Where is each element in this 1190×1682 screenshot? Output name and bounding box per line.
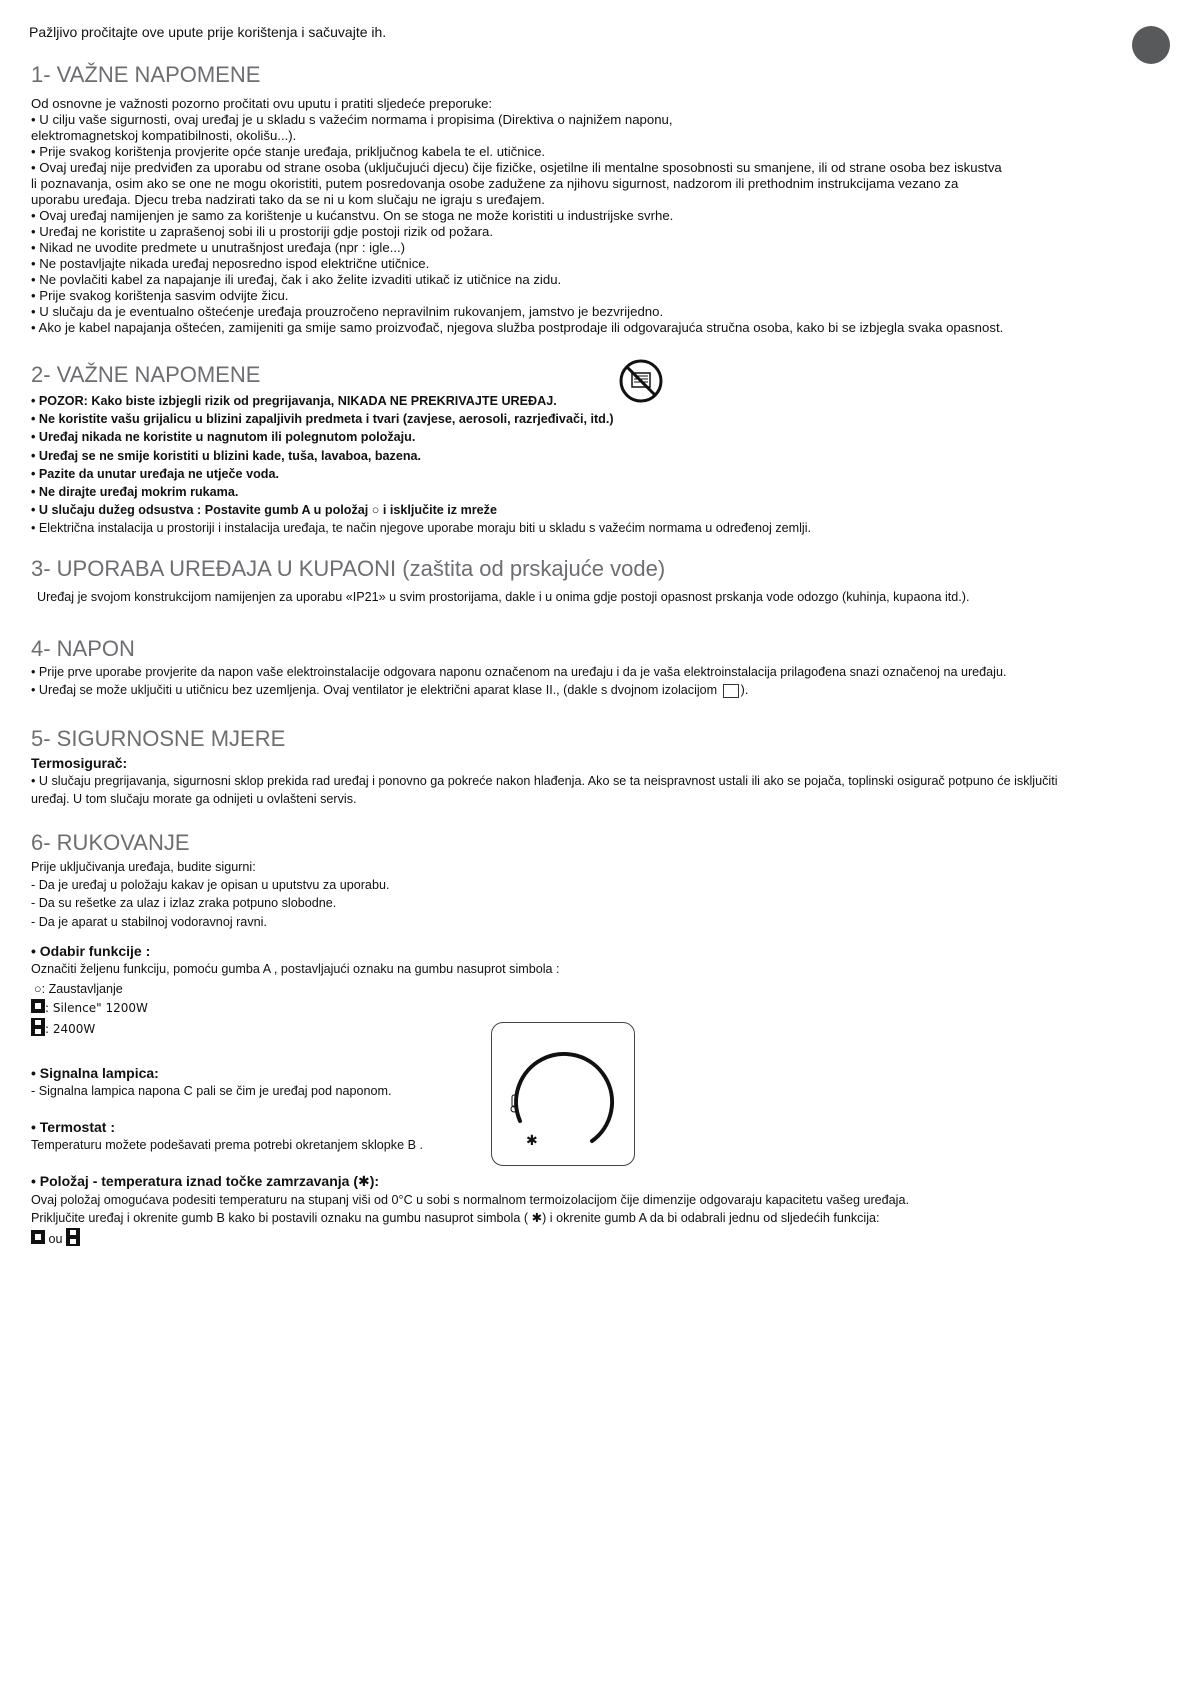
section-3-title	[31, 556, 665, 582]
thermostat-text: Temperaturu možete podešavati prema potrebi okretanjem sklopke B .	[31, 1138, 424, 1153]
frost-text-1: Ovaj položaj omogućava podesiti temperaturu na stupanj viši od 0°C u sobi s normalnom termoizolacijom čije dimenzije odgovaraju kapacitetu vašeg uređaja.	[31, 1193, 909, 1208]
s2-line: • Električna instalacija u prostoriji i instalacija uređaja, te način njegove uporabe moraju biti u skladu s važećim normama u određenoj zemlji.	[31, 521, 812, 536]
s2-line: • POZOR: Kako biste izbjegli rizik od pregrijavanja, NIKADA NE PREKRIVAJTE UREĐAJ.	[31, 394, 557, 408]
s4-line	[31, 681, 1166, 699]
single-dot-icon	[31, 1230, 45, 1249]
thermostat-dial-figure	[491, 1022, 635, 1166]
s4-line-2a: • Uređaj se može uključiti u utičnicu bez uzemljenja. Ovaj ventilator je električni aparat klase II., (dakle s dvojnom izolacijom	[31, 683, 718, 698]
double-dot-icon	[31, 1018, 45, 1041]
section-2-body	[31, 392, 1166, 538]
s2-line: • Uređaj nikada ne koristite u nagnutom ili polegnutom položaju.	[31, 430, 416, 445]
snowflake-icon: ✱	[358, 1174, 370, 1190]
frost-text-2	[31, 1209, 1166, 1227]
frost-text-2a: Priključite uređaj i okrenite gumb B kako bi postavili oznaku na gumbu nasuprot simbola (	[31, 1211, 529, 1226]
function-select-text: Označiti željenu funkciju, pomoću gumba A , postavljajući oznaku na gumbu nasuprot simbola :	[31, 962, 560, 977]
section-6-intro	[31, 858, 1166, 931]
section-2-title: 2- VAŽNE NAPOMENE	[31, 362, 261, 387]
s3-title-main: 3- UPORABA UREĐAJA U KUPAONI	[31, 556, 397, 581]
s1-line: uporabu uređaja. Djecu treba nadzirati tako da se ni u kom slučaju ne igraju s uređajem.	[31, 192, 545, 207]
frost-heading-text: • Položaj - temperatura iznad točke zamrzavanja (	[31, 1173, 358, 1189]
s2-line: • Ne dirajte uređaj mokrim rukama.	[31, 485, 239, 500]
s2-line-7a: • U slučaju dužeg odsustva : Postavite gumb A u položaj	[31, 503, 369, 518]
s6-line: Prije uključivanja uređaja, budite sigurni:	[31, 860, 256, 874]
s6-line: - Da su rešetke za ulaz i izlaz zraka potpuno slobodne.	[31, 896, 337, 911]
signal-lamp-heading: • Signalna lampica:	[31, 1065, 159, 1081]
s5-line: uređaj. U tom slučaju morate ga odnijeti u ovlašteni servis.	[31, 792, 357, 807]
frost-options	[31, 1228, 1166, 1251]
s1-line: • Uređaj ne koristite u zaprašenoj sobi ili u prostoriji gdje postoji rizik od požara.	[31, 224, 494, 239]
signal-lamp-text: - Signalna lampica napona C pali se čim je uređaj pod naponom.	[31, 1084, 392, 1099]
section-6-title: 6- RUKOVANJE	[31, 830, 190, 855]
section-5-body	[31, 754, 1166, 809]
frost-ou: ou	[48, 1231, 63, 1246]
section-4-body	[31, 663, 1166, 699]
s2-line-7b: i isključite iz mreže	[382, 503, 497, 518]
double-insulation-icon	[723, 684, 739, 698]
s2-line: • Ne koristite vašu grijalicu u blizini zapaljivih predmeta i tvari (zavjese, aerosoli, razrjeđivači, itd.)	[31, 412, 614, 427]
s1-line: • Ako je kabel napajanja oštećen, zamijeniti ga smije samo proizvođač, njegova služba postprodaje ili odgovarajuća stručna osoba, kako bi se izbjegla svaka opasnost.	[31, 320, 1004, 335]
s1-line: elektromagnetskoj kompatibilnosti, okolišu...).	[31, 128, 297, 143]
option-silence	[31, 999, 1166, 1018]
section-3-body: Uređaj je svojom konstrukcijom namijenjen za uporabu «IP21» u svim prostorijama, dakle i u onima gdje postoji opasnost prskanja vode odozgo (kuhinja, kupaona itd.).	[37, 590, 970, 604]
s1-line: • Prije svakog korištenja sasvim odvijte žicu.	[31, 288, 289, 303]
thermostat-heading: • Termostat :	[31, 1119, 115, 1135]
single-dot-icon	[31, 999, 45, 1018]
s4-line: • Prije prve uporabe provjerite da napon vaše elektroinstalacije odgovara naponu označenom na uređaju i da je vaša elektroinstalacija prilagođena snazi označenoj na uređaju.	[31, 665, 1007, 679]
section-1-title: 1- VAŽNE NAPOMENE	[31, 62, 261, 87]
s1-line: • Ovaj uređaj namijenjen je samo za korištenje u kućanstvu. On se stoga ne može koristiti u industrijske svrhe.	[31, 208, 674, 223]
frost-block	[31, 1172, 1166, 1251]
s1-line: • Ne postavljajte nikada uređaj neposredno ispod električne utičnice.	[31, 256, 430, 271]
s2-line: • Pazite da unutar uređaja ne utječe voda.	[31, 466, 279, 481]
page-marker-dot	[1132, 26, 1170, 64]
s6-line: - Da je aparat u stabilnoj vodoravnoj ravni.	[31, 914, 267, 929]
s1-line: • Nikad ne uvodite predmete u unutrašnjost uređaja (npr : igle...)	[31, 240, 406, 255]
frost-heading	[31, 1172, 1166, 1191]
off-circle-icon: ○	[371, 503, 380, 518]
s1-line: • Prije svakog korištenja provjerite opće stanje uređaja, priključnog kabela te el. utičnice.	[31, 144, 546, 159]
s1-line: li poznavanja, osim ako se one ne mogu okoristiti, putem posredovanja osobe zadužene za njihovu sigurnost, nadzorom ili prethodnim instrukcijama vezano za	[31, 176, 959, 191]
s4-line-2b: ).	[740, 683, 749, 698]
option-silence-label: : Silence" 1200W	[45, 1000, 148, 1015]
intro-text: Pažljivo pročitajte ove upute prije korištenja i sačuvajte ih.	[29, 24, 387, 40]
svg-text:✱: ✱	[526, 1133, 538, 1149]
frost-heading-close: ):	[369, 1173, 380, 1189]
s2-line: • Uređaj se ne smije koristiti u blizini kade, tuša, lavaboa, bazena.	[31, 448, 422, 463]
frost-text-2b: ) i okrenite gumb A da bi odabrali jednu od sljedećih funkcija:	[542, 1211, 880, 1226]
snowflake-icon: ✱	[531, 1210, 543, 1226]
section-5-title: 5- SIGURNOSNE MJERE	[31, 726, 286, 751]
option-off-label: : Zaustavljanje	[41, 982, 123, 997]
thermal-fuse-heading: Termosigurač:	[31, 755, 128, 771]
s2-line	[31, 501, 1166, 519]
section-4-title: 4- NAPON	[31, 636, 135, 661]
off-circle-icon: ○	[34, 982, 42, 997]
s6-line: - Da je uređaj u položaju kakav je opisan u uputstvu za uporabu.	[31, 878, 390, 893]
s1-line: • Ne povlačiti kabel za napajanje ili uređaj, čak i ako želite izvaditi utikač iz utičnice na zidu.	[31, 272, 562, 287]
option-off	[31, 980, 1166, 998]
s1-line: • Ovaj uređaj nije predviđen za uporabu od strane osoba (uključujući djecu) čije fizičke, osjetilne ili mentalne sposobnosti su smanjene, ili od strane osoba bez iskustva	[31, 160, 1002, 175]
option-2400-label: : 2400W	[45, 1021, 96, 1036]
section-1-body	[31, 96, 1166, 336]
s3-title-paren: (zaštita od prskajuće vode)	[402, 556, 666, 581]
s1-line: • U slučaju da je eventualno oštećenje uređaja prouzročeno nepravilnim rukovanjem, jamstvo je bezvrijedno.	[31, 304, 664, 319]
function-select-heading: • Odabir funkcije :	[31, 943, 151, 959]
s1-line: Od osnovne je važnosti pozorno pročitati ovu uputu i pratiti sljedeće preporuke:	[31, 96, 493, 111]
s5-line: • U slučaju pregrijavanja, sigurnosni sklop prekida rad uređaj i ponovno ga pokreće nakon hlađenja. Ako se ta neispravnost ustali ili ako se pojača, toplinski osigurač potpuno će isključiti	[31, 774, 1058, 789]
double-dot-icon	[66, 1228, 80, 1251]
s1-line: • U cilju vaše sigurnosti, ovaj uređaj je u skladu s važećim normama i propisima (Direktiva o najnižem naponu,	[31, 112, 673, 127]
